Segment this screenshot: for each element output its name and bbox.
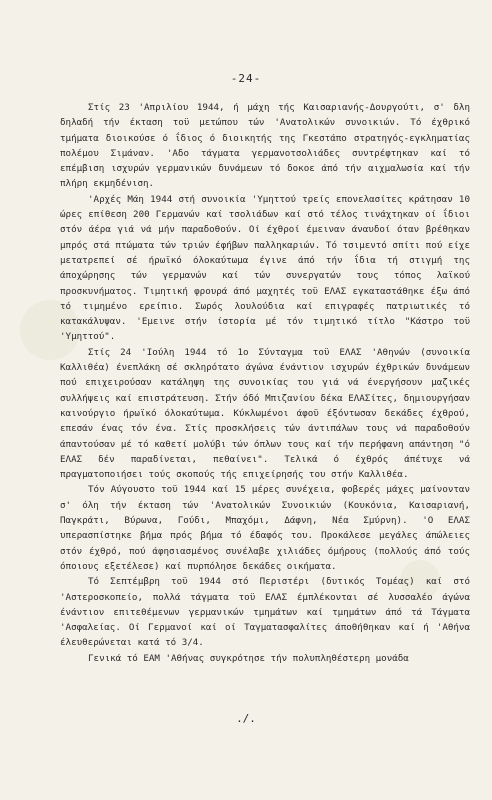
footer-mark: ./. [236, 712, 256, 725]
paragraph: Στίς 23 'Απριλίου 1944, ή μάχη τής Καισαριανής-Δουργούτι, σ' δλη δηλαδή τήν έκταση τοϋ μετώπου τών 'Ανατολικών συνοικιών. Τό έχθρικό τμήματα διοικούσε ό ΐδιος ό διοικητής της Γκεστάπο στρατηγός-εγκληματίας πολέμου Σιμάναν. 'Αδο τάγματα γερμανοτσολιάδες συντρέφτηκαν καί τό επέμβιση ισχυρών γερμανικών δυνάμεων τό δοκοε άπό τήν αιχμαλωσία καί τήν πλήρη εκμηδένιση. [60, 102, 470, 190]
paragraph: Τόν Αύγουστο τοϋ 1944 καί 15 μέρες συνέχεια, φοβερές μάχες μαίνονταν σ' όλη τήν έκταση τών 'Ανατολικών Συνοικιών (Κουκόνια, Καισαριανή, Παγκράτι, Βύρωνα, Γούδι, Μπαχόμι, Δάφνη, Νέα Σμύρνη). 'Ο ΕΛΑΣ υπερασπίστηκε βήμα πρός βήμα τό έδαφός του. Προκάλεσε μεγάλες άπώλειες στόν έχθρό, πού άφησιασμένος συνέλαβε χιλιάδες όμήρους (πολλούς άπό τούς όποιους εξετέλεσε) καί πυρπόλησε δεκάδες οικήματα. [60, 484, 470, 572]
paragraph: Στίς 24 'Ιούλη 1944 τό 1ο Σύνταγμα τοϋ ΕΛΑΣ 'Αθηνών (συνοικία Καλλιθέα) ένεπλάκη σέ σκληρότατο άγώνα ένάντιον ισχυρών έχθρικών δυνάμεων πού επιχειρούσαν κατάληψη της συνοικίας του γιά νά ένεργήσουν μαζικές συλλήψεις καί επιστράτευση. Στήν όδό Μπιζανίου δέκα ΕΛΑΣίτες, δημιουργήσαν καινούργιο ήρωϊκό όλοκαύτωμα. Κύκλωμένοι άφοϋ έξόντωσαν δεκάδες έχθρού, επεσάν ένας τόν ένα. Στίς προσκλήσεις τών άντιπάλων τους νά παραδοθούν άπαντούσαν μέ τό καθετί μολύβι τών όπλων τους καί τήν περήφανη απάντηση "ό ΕΛΑΣ δέν παραδίνεται, πεθαίνει". Τελικά ό έχθρός άπέτυχε νά πραγματοποιήσει τούς σκοπούς τής επιχείρησής του στήν Καλλιθέα. [60, 346, 470, 481]
paragraph: 'Αρχές Μάη 1944 στή συνοικία 'Υμηττού τρείς επονελασίτες κράτησαν 10 ώρες επίθεση 200 Γερμανών καί τσολιάδων καί στό τέλος τινάχτηκαν οί ΐδιοι στόν άέρα γιά νά μήν παραδοθούν. Οί έχθροί έμειναν άναυδοί όταν βρέθηκαν μπρός στά πτώματα τών τριών έφήβων παλληκαριών. Τό τσιμεντό σπίτι πού είχε μετατρεπεί σέ ήρωϊκό όλοκαύτωμα έγινε άπό τήν ΐδια τή στιγμή της άποχώρησης τών γερμανών καί τών συνεργατών τους τόπος λαϊκού προσκυνήματος. Τιμητική φρουρά άπό μαχητές τοϋ ΕΛΑΣ εγκαταστάθηκε έξω άπό τό τιμημένο ερείπιο. Σωρός λουλούδια καί επιγραφές πατριωτικές τό κατακάλυψαν. 'Εμεινε στήν ίστορία μέ τόν τιμητικό τίτλο "Κάστρο τοϋ 'Υμηττού". [60, 193, 470, 343]
paragraph: Γενικά τό ΕΑΜ 'Αθήνας συγκρότησε τήν πολυπληθέστερη μονάδα [88, 652, 409, 664]
page-number: -24- [230, 72, 262, 85]
body-text [60, 100, 470, 666]
paragraph: Τό Σεπτέμβρη τοϋ 1944 στό Περιστέρι (δυτικός Τομέας) καί στό 'Αστεροσκοπείο, πολλά τάγματα τοϋ ΕΛΑΣ έμπλέκονται σέ λυσσαλέο άγώνα ένάντιον επιτεθέμενων γερμανικών τμημάτων καί τμημάτων άπό τά Τάγματα 'Ασφαλείας. Οί Γερμανοί καί οί Ταγματασφαλίτες άποθήθηκαν καί ή 'Αθήνα έλευθερώνεται κατά τό 3/4. [60, 576, 470, 649]
